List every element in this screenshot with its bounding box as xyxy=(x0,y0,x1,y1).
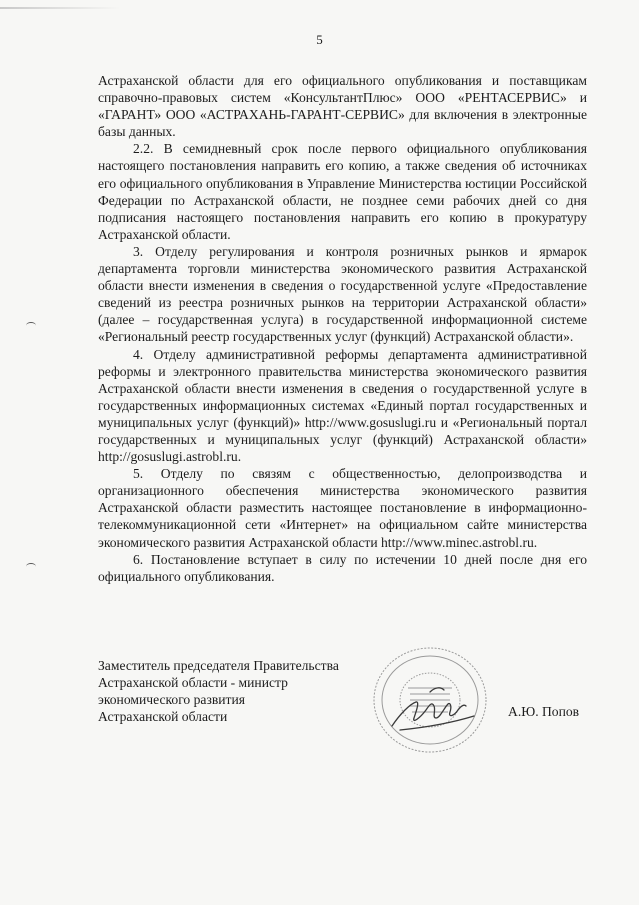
paragraph-3: 3. Отделу регулирования и контроля розничных рынков и ярмарок департамента торговли министерства экономического развития Астраханской области внести изменения в сведения о государственной услуге «Предоставление сведений из реестра розничных рынков на территории Астраханской области» (далее – государственная услуга) в государственной информационной системе «Региональный реестр государственных услуг (функций) Астраханской области». xyxy=(98,243,587,345)
paragraph-5: 5. Отделу по связям с общественностью, делопроизводства и организационного обеспечения министерства экономического развития Астраханской области разместить настоящее постановление в информационно-телекоммуникационной сети «Интернет» на официальном сайте министерства экономического развития Астраханской области http://www.minec.astrobl.ru. xyxy=(98,466,587,550)
document-body xyxy=(98,72,587,585)
signatory-position-line: Заместитель председателя Правительства xyxy=(98,658,339,673)
margin-punch-mark xyxy=(26,563,36,570)
official-stamp-seal xyxy=(370,644,490,756)
paragraph-continuation: Астраханской области для его официального опубликования и поставщикам справочно-правовых систем «КонсультантПлюс» ООО «РЕНТАСЕРВИС» и «ГАРАНТ» ООО «АСТРАХАНЬ-ГАРАНТ-СЕРВИС» для включения в электронные базы данных. xyxy=(98,73,587,140)
signatory-name: А.Ю. Попов xyxy=(508,704,580,719)
paragraph-4: 4. Отделу административной реформы департамента административной реформы и электронного правительства министерства экономического развития Астраханской области внести изменения в сведения о государственной услуге в государственных информационных системах «Единый портал государственных и муниципальных услуг (функций)» http://www.gosuslugi.ru и «Региональный портал государственных и муниципальных услуг (функций) Астраханской области» http://gosuslugi.astrobl.ru. xyxy=(98,346,587,465)
paragraph-2-2: 2.2. В семидневный срок после первого официального опубликования настоящего постановления направить его копию, а также сведения об источниках его официального опубликования в Управление Министерства юстиции Российской Федерации по Астраханской области, не позднее семи рабочих дней со дня подписания настоящего постановления направить его копию в прокуратуру Астраханской области. xyxy=(98,141,587,242)
signatory-position xyxy=(98,657,339,725)
margin-punch-mark xyxy=(26,322,36,329)
signatory-position-line: Астраханской области - министр xyxy=(98,675,288,691)
scan-edge-smudge xyxy=(0,7,120,9)
page-number: 5 xyxy=(316,32,323,47)
signatory-position-line: Астраханской области xyxy=(98,709,228,725)
paragraph-6: 6. Постановление вступает в силу по истечении 10 дней после дня его официального опубликования. xyxy=(98,551,587,584)
signatory-position-line: экономического развития xyxy=(98,692,245,708)
